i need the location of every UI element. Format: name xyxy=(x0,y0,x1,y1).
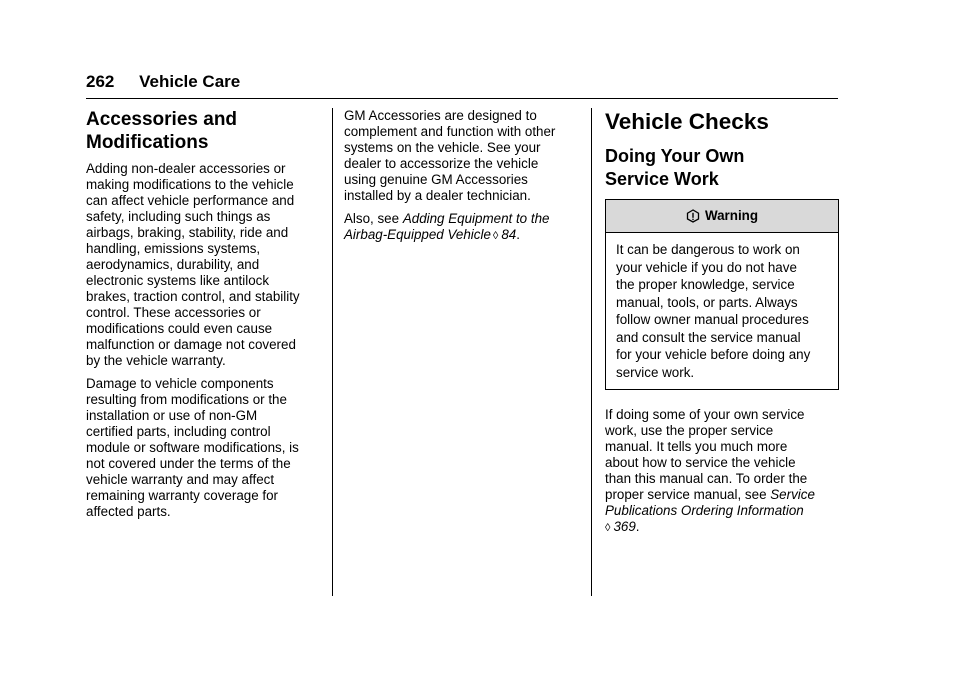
warning-header xyxy=(606,200,838,233)
link-airbag-equipped-vehicle[interactable]: Airbag-Equipped Vehicle xyxy=(344,227,491,242)
warning-title: Warning xyxy=(704,208,759,223)
column-3 xyxy=(605,108,839,543)
page-ref-84[interactable]: 84 xyxy=(501,227,517,242)
paragraph-accessories-intro: Adding non-dealer accessories or making modifications to the vehicle can affect vehicle performance and safety, including such things as airbags, braking, stability, ride and handling, emissions systems, aerodynamics, durability, and electronic systems like antilock brakes, traction control, and stability control. These accessories or modifications could even cause malfunction or damage not covered by the vehicle warranty. xyxy=(86,161,300,368)
column-1 xyxy=(86,108,322,527)
page-reference-icon: ◊ xyxy=(605,522,611,534)
page-header xyxy=(86,72,240,92)
link-publications-ordering-information[interactable]: Publications Ordering Information xyxy=(605,503,804,518)
heading-vehicle-checks: Vehicle Checks xyxy=(605,109,769,134)
link-service[interactable]: Service xyxy=(770,487,815,502)
column-divider-1 xyxy=(332,108,333,596)
page-reference-icon: ◊ xyxy=(492,230,499,242)
paragraph-warranty-damage: Damage to vehicle components resulting from modifications or the installation or use of non-GM certified parts, including control module or software modifications, is not covered under the terms of the vehicle warranty and may affect remaining warranty coverage for affected parts. xyxy=(86,376,299,519)
warning-exclamation-icon xyxy=(686,209,700,223)
paragraph-service-manual: If doing some of your own service work, use the proper service manual. It tells you much more about how to service the vehicle than this manual can. To order the proper service manual, see Service Publications Ordering Information ◊ 369. xyxy=(605,407,815,534)
link-adding-equipment[interactable]: Adding Equipment to the xyxy=(402,211,550,226)
heading-accessories-modifications: Accessories and Modifications xyxy=(86,109,238,153)
section-title: Vehicle Care xyxy=(139,72,241,91)
header-rule xyxy=(86,98,838,99)
heading-doing-your-own-service-work: Doing Your Own Service Work xyxy=(605,146,745,189)
page-number: 262 xyxy=(86,72,115,91)
page-ref-369[interactable]: 369 xyxy=(613,519,636,534)
paragraph-also-see: Also, see Adding Equipment to the Airbag-Equipped Vehicle ◊ 84. xyxy=(344,211,550,242)
warning-body: It can be dangerous to work on your vehicle if you do not have the proper knowledge, service manual, tools, or parts. Always follow owner manual procedures and consult the service manual for your vehicle before doing any service work. xyxy=(616,242,811,380)
column-divider-2 xyxy=(591,108,592,596)
paragraph-gm-accessories: GM Accessories are designed to complement and function with other systems on the vehicle. See your dealer to accessorize the vehicle using genuine GM Accessories installed by a dealer technician. xyxy=(344,108,556,203)
column-2 xyxy=(344,108,580,251)
warning-box xyxy=(605,199,839,390)
